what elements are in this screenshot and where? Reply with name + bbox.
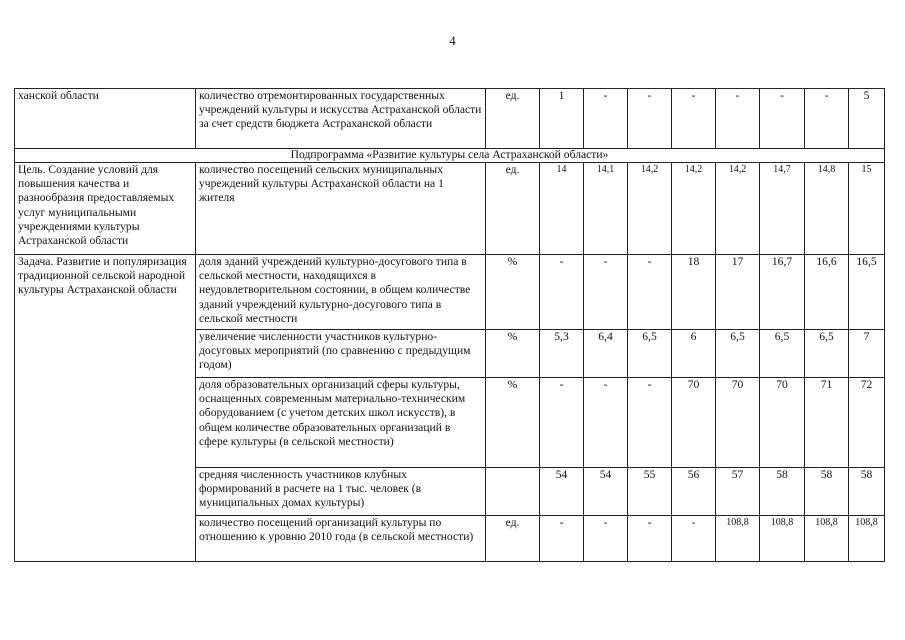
value-cell: - bbox=[628, 516, 672, 562]
value-cell: 70 bbox=[716, 378, 760, 468]
value-cell: 72 bbox=[849, 378, 885, 468]
goal-cell: Цель. Создание условий для повышения качества и разнообразия предоставляемых услуг муниципальными учреждениями культуры Астраханской области bbox=[15, 163, 196, 255]
indicator-cell: увеличение численности участников культурно-досуговых мероприятий (по сравнению с предыдущим годом) bbox=[196, 330, 486, 378]
value-cell: 17 bbox=[716, 255, 760, 330]
value-cell: - bbox=[584, 255, 628, 330]
table-row bbox=[15, 255, 885, 330]
value-cell: 54 bbox=[584, 468, 628, 516]
unit-cell: ед. bbox=[486, 163, 540, 255]
value-cell: 108,8 bbox=[849, 516, 885, 562]
value-cell: 108,8 bbox=[760, 516, 805, 562]
value-cell: 1 bbox=[540, 89, 584, 149]
value-cell: 14,2 bbox=[628, 163, 672, 255]
indicator-cell: средняя численность участников клубных формирований в расчете на 1 тыс. человек (в муниципальных домах культуры) bbox=[196, 468, 486, 516]
value-cell: 6,5 bbox=[805, 330, 849, 378]
value-cell: 7 bbox=[849, 330, 885, 378]
value-cell: 14 bbox=[540, 163, 584, 255]
value-cell: 70 bbox=[672, 378, 716, 468]
indicator-cell: количество посещений сельских муниципальных учреждений культуры Астраханской области на 1 жителя bbox=[196, 163, 486, 255]
unit-cell: % bbox=[486, 378, 540, 468]
value-cell: 6,5 bbox=[760, 330, 805, 378]
page-number: 4 bbox=[449, 33, 456, 48]
table-row bbox=[15, 163, 885, 255]
value-cell: - bbox=[584, 89, 628, 149]
value-cell: 5,3 bbox=[540, 330, 584, 378]
value-cell: 16,5 bbox=[849, 255, 885, 330]
indicators-table bbox=[14, 88, 885, 562]
value-cell: 55 bbox=[628, 468, 672, 516]
indicator-cell: доля зданий учреждений культурно-досугового типа в сельской местности, находящихся в неудовлетворительном состоянии, в общем количестве зданий учреждений культурно-досугового типа в сельской местности bbox=[196, 255, 486, 330]
value-cell: 14,2 bbox=[672, 163, 716, 255]
value-cell: 6,5 bbox=[628, 330, 672, 378]
value-cell: 58 bbox=[760, 468, 805, 516]
value-cell: 108,8 bbox=[716, 516, 760, 562]
value-cell: - bbox=[672, 516, 716, 562]
value-cell: - bbox=[672, 89, 716, 149]
value-cell: - bbox=[716, 89, 760, 149]
value-cell: 15 bbox=[849, 163, 885, 255]
unit-cell bbox=[486, 468, 540, 516]
value-cell: 16,7 bbox=[760, 255, 805, 330]
value-cell: - bbox=[584, 378, 628, 468]
value-cell: - bbox=[628, 89, 672, 149]
value-cell: 54 bbox=[540, 468, 584, 516]
value-cell: - bbox=[540, 378, 584, 468]
value-cell: - bbox=[805, 89, 849, 149]
value-cell: 14,8 bbox=[805, 163, 849, 255]
table-row bbox=[15, 89, 885, 149]
value-cell: 71 bbox=[805, 378, 849, 468]
value-cell: 18 bbox=[672, 255, 716, 330]
value-cell: 58 bbox=[805, 468, 849, 516]
value-cell: - bbox=[540, 255, 584, 330]
value-cell: 58 bbox=[849, 468, 885, 516]
unit-cell: ед. bbox=[486, 516, 540, 562]
value-cell: 14,7 bbox=[760, 163, 805, 255]
goal-cell: ханской области bbox=[15, 89, 196, 149]
value-cell: 14,2 bbox=[716, 163, 760, 255]
value-cell: 108,8 bbox=[805, 516, 849, 562]
subprogram-row bbox=[15, 149, 885, 163]
indicator-cell: количество посещений организаций культуры по отношению к уровню 2010 года (в сельской местности) bbox=[196, 516, 486, 562]
value-cell: 70 bbox=[760, 378, 805, 468]
value-cell: 6,4 bbox=[584, 330, 628, 378]
value-cell: 57 bbox=[716, 468, 760, 516]
task-cell: Задача. Развитие и популяризация традиционной сельской народной культуры Астраханской области bbox=[15, 255, 196, 562]
unit-cell: ед. bbox=[486, 89, 540, 149]
value-cell: 16,6 bbox=[805, 255, 849, 330]
unit-cell: % bbox=[486, 255, 540, 330]
unit-cell: % bbox=[486, 330, 540, 378]
value-cell: 14,1 bbox=[584, 163, 628, 255]
subprogram-title: Подпрограмма «Развитие культуры села Астраханской области» bbox=[15, 149, 885, 163]
value-cell: - bbox=[584, 516, 628, 562]
value-cell: - bbox=[540, 516, 584, 562]
value-cell: - bbox=[628, 378, 672, 468]
value-cell: 56 bbox=[672, 468, 716, 516]
value-cell: 6,5 bbox=[716, 330, 760, 378]
indicator-cell: количество отремонтированных государственных учреждений культуры и искусства Астраханской области за счет средств бюджета Астраханской области bbox=[196, 89, 486, 149]
value-cell: - bbox=[628, 255, 672, 330]
indicator-cell: доля образовательных организаций сферы культуры, оснащенных современным материально-техническим оборудованием (с учетом детских школ искусств), в общем количестве образовательных организаций в сфере культуры (в сельской местности) bbox=[196, 378, 486, 468]
value-cell: 6 bbox=[672, 330, 716, 378]
value-cell: 5 bbox=[849, 89, 885, 149]
value-cell: - bbox=[760, 89, 805, 149]
